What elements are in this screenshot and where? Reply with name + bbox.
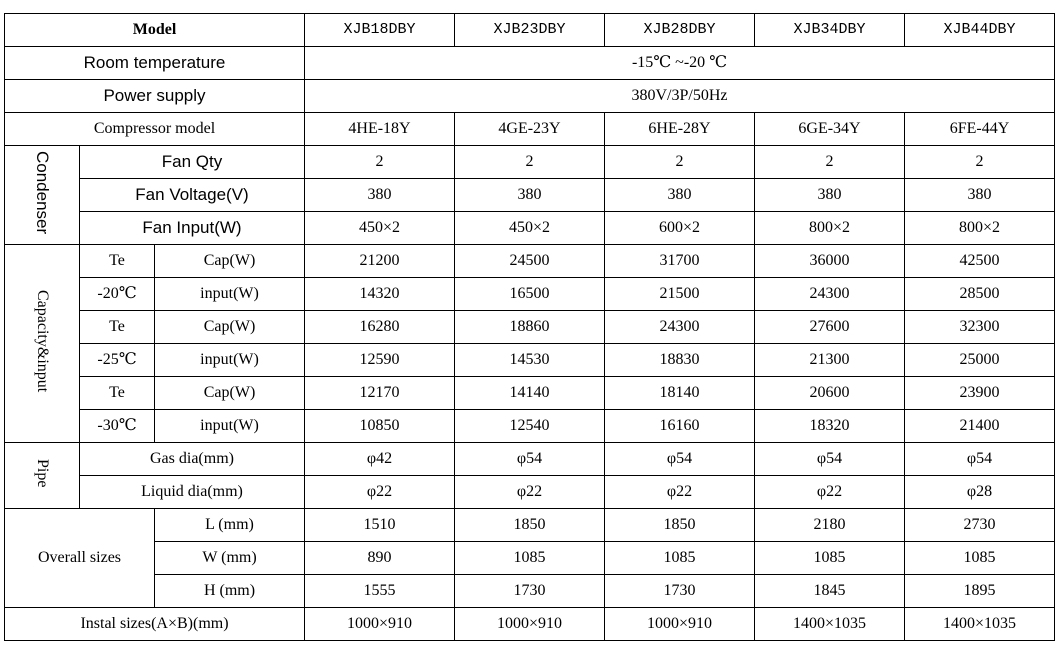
capacity-row <box>5 377 1055 410</box>
table-cell: 36000 <box>755 245 905 278</box>
table-cell: 2 <box>905 146 1055 179</box>
te-label: Te <box>80 311 155 344</box>
table-cell: φ54 <box>905 443 1055 476</box>
table-cell: 450×2 <box>455 212 605 245</box>
table-cell: φ54 <box>755 443 905 476</box>
model-name: XJB34DBY <box>755 14 905 47</box>
row-label: Gas dia(mm) <box>80 443 305 476</box>
table-cell: 12590 <box>305 344 455 377</box>
table-cell: 1730 <box>605 575 755 608</box>
table-cell: 6GE-34Y <box>755 113 905 146</box>
table-cell: 24300 <box>605 311 755 344</box>
table-cell: 1000×910 <box>305 608 455 641</box>
table-cell: 1850 <box>455 509 605 542</box>
pipe-gas-row <box>5 443 1055 476</box>
row-label: Cap(W) <box>155 311 305 344</box>
table-cell: 2 <box>605 146 755 179</box>
table-cell: 12170 <box>305 377 455 410</box>
table-cell: 800×2 <box>905 212 1055 245</box>
row-label: L (mm) <box>155 509 305 542</box>
row-label: input(W) <box>155 410 305 443</box>
condenser-fan-input-row <box>5 212 1055 245</box>
table-cell: φ28 <box>905 476 1055 509</box>
table-cell: 800×2 <box>755 212 905 245</box>
table-cell: 25000 <box>905 344 1055 377</box>
table-cell: 28500 <box>905 278 1055 311</box>
header-row <box>5 14 1055 47</box>
row-label: Fan Voltage(V) <box>80 179 305 212</box>
install-sizes-row <box>5 608 1055 641</box>
table-cell: φ54 <box>455 443 605 476</box>
table-cell: 14140 <box>455 377 605 410</box>
row-label: input(W) <box>155 344 305 377</box>
table-cell: φ54 <box>605 443 755 476</box>
table-cell: 1085 <box>905 542 1055 575</box>
condenser-fan-voltage-row <box>5 179 1055 212</box>
table-cell: 27600 <box>755 311 905 344</box>
table-cell: 16280 <box>305 311 455 344</box>
table-cell: 1730 <box>455 575 605 608</box>
pipe-liquid-row <box>5 476 1055 509</box>
table-cell: 1085 <box>605 542 755 575</box>
table-cell: 1085 <box>755 542 905 575</box>
row-label: Liquid dia(mm) <box>80 476 305 509</box>
model-name: XJB44DBY <box>905 14 1055 47</box>
overall-h-row <box>5 575 1055 608</box>
condenser-group-label <box>5 146 80 245</box>
table-cell: 4GE-23Y <box>455 113 605 146</box>
table-cell: 18830 <box>605 344 755 377</box>
overall-l-row <box>5 509 1055 542</box>
compressor-row <box>5 113 1055 146</box>
model-header: Model <box>5 14 305 47</box>
te-value: -25℃ <box>80 344 155 377</box>
table-cell: 16500 <box>455 278 605 311</box>
table-cell: 1895 <box>905 575 1055 608</box>
table-cell: 6FE-44Y <box>905 113 1055 146</box>
table-cell: 2 <box>305 146 455 179</box>
power-supply-label: Power supply <box>5 80 305 113</box>
table-cell: 1000×910 <box>455 608 605 641</box>
table-cell: 18860 <box>455 311 605 344</box>
table-cell: 890 <box>305 542 455 575</box>
room-temperature-label: Room temperature <box>5 47 305 80</box>
row-label: W (mm) <box>155 542 305 575</box>
table-cell: 1555 <box>305 575 455 608</box>
capacity-row <box>5 311 1055 344</box>
overall-sizes-label: Overall sizes <box>5 509 155 608</box>
table-cell: φ22 <box>755 476 905 509</box>
table-cell: 16160 <box>605 410 755 443</box>
table-cell: 380 <box>455 179 605 212</box>
model-name: XJB28DBY <box>605 14 755 47</box>
te-value: -30℃ <box>80 410 155 443</box>
input-row <box>5 410 1055 443</box>
table-cell: 2 <box>755 146 905 179</box>
table-cell: 2 <box>455 146 605 179</box>
install-sizes-label: Instal sizes(A×B)(mm) <box>5 608 305 641</box>
table-cell: 380 <box>305 179 455 212</box>
input-row <box>5 344 1055 377</box>
table-cell: 1085 <box>455 542 605 575</box>
table-cell: 380 <box>755 179 905 212</box>
condenser-fan-qty-row <box>5 146 1055 179</box>
table-cell: 21500 <box>605 278 755 311</box>
table-cell: 4HE-18Y <box>305 113 455 146</box>
table-cell: 14320 <box>305 278 455 311</box>
te-label: Te <box>80 377 155 410</box>
table-cell: φ22 <box>455 476 605 509</box>
row-label: Fan Input(W) <box>80 212 305 245</box>
row-label: input(W) <box>155 278 305 311</box>
table-cell: 2180 <box>755 509 905 542</box>
table-cell: φ22 <box>605 476 755 509</box>
room-temperature-value: -15℃ ~-20 ℃ <box>305 47 1055 80</box>
spec-table <box>4 13 1055 641</box>
table-cell: 1845 <box>755 575 905 608</box>
table-cell: 450×2 <box>305 212 455 245</box>
table-cell: 20600 <box>755 377 905 410</box>
model-name: XJB18DBY <box>305 14 455 47</box>
table-cell: 380 <box>905 179 1055 212</box>
row-label: H (mm) <box>155 575 305 608</box>
table-cell: 21300 <box>755 344 905 377</box>
pipe-label: Pipe <box>34 458 51 488</box>
table-cell: 600×2 <box>605 212 755 245</box>
model-name: XJB23DBY <box>455 14 605 47</box>
table-cell: 32300 <box>905 311 1055 344</box>
table-cell: 380 <box>605 179 755 212</box>
table-cell: 18320 <box>755 410 905 443</box>
table-cell: 24500 <box>455 245 605 278</box>
input-row <box>5 278 1055 311</box>
table-cell: 1400×1035 <box>905 608 1055 641</box>
power-supply-row <box>5 80 1055 113</box>
power-supply-value: 380V/3P/50Hz <box>305 80 1055 113</box>
capacity-group-label <box>5 245 80 443</box>
overall-w-row <box>5 542 1055 575</box>
table-cell: 23900 <box>905 377 1055 410</box>
table-cell: 24300 <box>755 278 905 311</box>
te-value: -20℃ <box>80 278 155 311</box>
table-cell: 42500 <box>905 245 1055 278</box>
table-cell: 1850 <box>605 509 755 542</box>
table-cell: 21400 <box>905 410 1055 443</box>
table-cell: 14530 <box>455 344 605 377</box>
table-cell: 18140 <box>605 377 755 410</box>
table-cell: 12540 <box>455 410 605 443</box>
table-cell: 31700 <box>605 245 755 278</box>
row-label: Cap(W) <box>155 245 305 278</box>
row-label: Cap(W) <box>155 377 305 410</box>
table-cell: 21200 <box>305 245 455 278</box>
table-cell: 2730 <box>905 509 1055 542</box>
table-cell: 1000×910 <box>605 608 755 641</box>
table-cell: φ22 <box>305 476 455 509</box>
row-label: Fan Qty <box>80 146 305 179</box>
table-cell: 6HE-28Y <box>605 113 755 146</box>
table-cell: 1400×1035 <box>755 608 905 641</box>
te-label: Te <box>80 245 155 278</box>
table-cell: 1510 <box>305 509 455 542</box>
condenser-label: Condenser <box>33 150 52 235</box>
table-cell: φ42 <box>305 443 455 476</box>
capacity-row <box>5 245 1055 278</box>
compressor-label: Compressor model <box>5 113 305 146</box>
room-temperature-row <box>5 47 1055 80</box>
capacity-label: Capacity&input <box>34 289 51 393</box>
table-cell: 10850 <box>305 410 455 443</box>
pipe-group-label <box>5 443 80 509</box>
